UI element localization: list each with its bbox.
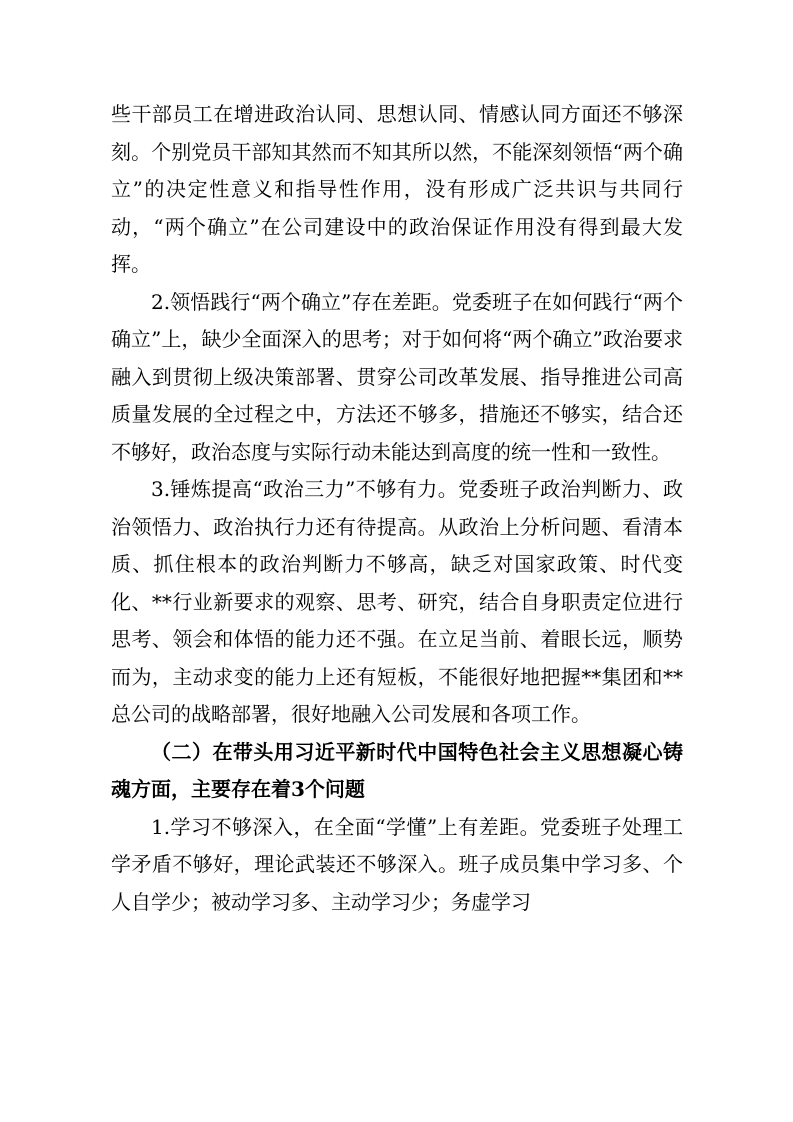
paragraph-item-1: 1.学习不够深入，在全面“学懂”上有差距。党委班子处理工学矛盾不够好，理论武装还不够深入。班子成员集中学习多、个人自学少；被动学习多、主动学习少；务虚学习 (111, 814, 683, 914)
paragraph-item-2: 2.领悟践行“两个确立”存在差距。党委班子在如何践行“两个确立”上，缺少全面深入的思考；对于如何将“两个确立”政治要求融入到贯彻上级决策部署、贯穿公司改革发展、指导推进公司高质量发展的全过程之中，方法还不够多，措施还不够实，结合还不够好，政治态度与实际行动未能达到高度的统一性和一致性。 (111, 289, 683, 464)
paragraph-item-3: 3.锤炼提高“政治三力”不够有力。党委班子政治判断力、政治领悟力、政治执行力还有待提高。从政治上分析问题、看清本质、抓住根本的政治判断力不够高，缺乏对国家政策、时代变化、**行业新要求的观察、思考、研究，结合自身职责定位进行思考、领会和体悟的能力还不强。在立足当前、着眼长远，顺势而为，主动求变的能力上还有短板，不能很好地把握**集团和**总公司的战略部署，很好地融入公司发展和各项工作。 (111, 477, 683, 726)
section-heading: （二）在带头用习近平新时代中国特色社会主义思想凝心铸魂方面，主要存在着3个问题 (111, 739, 683, 801)
document-body (111, 96, 683, 921)
paragraph-continuation: 些干部员工在增进政治认同、思想认同、情感认同方面还不够深刻。个别党员干部知其然而不知其所以然，不能深刻领悟“两个确立”的决定性意义和指导性作用，没有形成广泛共识与共同行动，“两个确立”在公司建设中的政治保证作用没有得到最大发挥。 (111, 102, 683, 276)
